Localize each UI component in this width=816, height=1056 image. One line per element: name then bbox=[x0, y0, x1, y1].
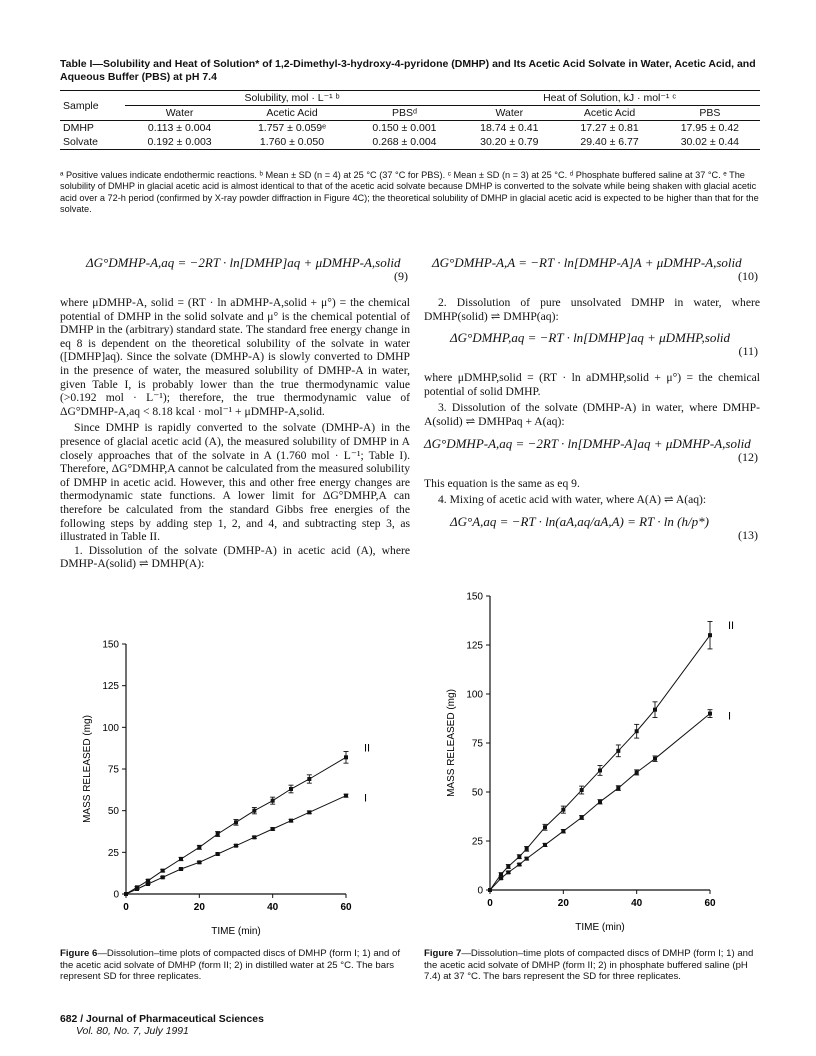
y-tick-label: 75 bbox=[471, 738, 483, 750]
paragraph: 1. Dissolution of the solvate (DMHP-A) in acetic acid (A), where DMHP-A(solid) ⇌ DMHP(A): bbox=[60, 543, 410, 571]
data-point bbox=[216, 832, 220, 836]
data-point bbox=[561, 808, 565, 812]
y-tick-label: 150 bbox=[102, 639, 119, 651]
y-axis-label: MASS RELEASED (mg) bbox=[82, 715, 93, 823]
table-cell: 17.95 ± 0.42 bbox=[680, 122, 739, 134]
series-label: II bbox=[728, 620, 735, 633]
left-column bbox=[60, 248, 410, 571]
y-tick-label: 125 bbox=[466, 640, 483, 652]
data-point bbox=[580, 815, 584, 819]
row-sample: DMHP bbox=[63, 122, 94, 134]
data-point bbox=[525, 857, 529, 861]
y-tick-label: 100 bbox=[466, 689, 483, 701]
paragraph: Since DMHP is rapidly converted to the solvate (DMHP-A) in the presence of glacial acetic acid (A), the measured solubility of DMHP in A closely approaches that of the solvate in A (1.760 mol · L⁻¹; Table I). Therefore, ΔG°DMHP,A cannot be calculated from the measured solubility of DMHP in acetic acid. However, this and other free energy changes are thermodynamic state functions. A lower limit for ΔG°DMHP,A can therefore be calculated from the standard Gibbs free energies of the following steps by adding step 1, 2, and 4, and subtracting step 3, as illustrated in Table II. bbox=[60, 421, 410, 544]
data-point bbox=[635, 770, 639, 774]
y-axis-label: MASS RELEASED (mg) bbox=[446, 689, 457, 797]
paragraph: 2. Dissolution of pure unsolvated DMHP in water, where DMHP(solid) ⇌ DMHP(aq): bbox=[424, 296, 760, 323]
data-point bbox=[561, 829, 565, 833]
data-point bbox=[543, 843, 547, 847]
row-sample: Solvate bbox=[60, 135, 125, 150]
data-point bbox=[708, 633, 712, 637]
column-header: Acetic Acid bbox=[234, 106, 349, 121]
data-point bbox=[307, 810, 311, 814]
x-tick-label: 20 bbox=[193, 902, 205, 913]
table-cell: 0.268 ± 0.004 bbox=[350, 135, 459, 150]
data-point bbox=[289, 819, 293, 823]
data-point bbox=[598, 800, 602, 804]
table-cell: 1.760 ± 0.050 bbox=[234, 135, 349, 150]
series-line bbox=[490, 635, 710, 890]
paragraph: where μDMHP,solid = (RT · ln aDMHP,solid + μ°) = the chemical potential of solid DMHP. bbox=[424, 371, 760, 398]
data-point bbox=[234, 820, 238, 824]
solubility-table bbox=[60, 90, 760, 150]
column-header: Water bbox=[125, 106, 234, 121]
data-point bbox=[499, 876, 503, 880]
table-cell: 0.192 ± 0.003 bbox=[125, 135, 234, 150]
data-point bbox=[271, 827, 275, 831]
data-point bbox=[653, 708, 657, 712]
column-header: PBSᵈ bbox=[350, 106, 459, 121]
series-label: I bbox=[364, 792, 368, 805]
caption-text: —Dissolution–time plots of compacted discs of DMHP (form I; 1) and of the acetic acid solvate of DMHP (form II; 2) in distilled water at 25 °C. The bars represent SD for three replicates. bbox=[60, 948, 401, 983]
paragraph: 3. Dissolution of the solvate (DMHP-A) in water, where DMHP-A(solid) ⇌ DMHPaq + A(aq): bbox=[424, 401, 760, 428]
page-footer bbox=[60, 1014, 264, 1038]
y-tick-label: 25 bbox=[107, 847, 119, 859]
equation-body: ΔG°DMHP-A,aq = −2RT · ln[DMHP-A]aq + μDMHP-A,solid bbox=[424, 435, 751, 451]
table-cell: 30.02 ± 0.44 bbox=[660, 135, 760, 150]
figure-label: Figure 7 bbox=[424, 948, 462, 959]
equation-number: (9) bbox=[394, 269, 408, 283]
equation-9 bbox=[60, 254, 410, 290]
x-tick-label: 20 bbox=[557, 898, 569, 909]
sample-header: Sample bbox=[60, 91, 125, 121]
equation-number: (13) bbox=[738, 527, 758, 542]
x-axis-label: TIME (min) bbox=[575, 922, 625, 933]
data-point bbox=[344, 794, 348, 798]
data-point bbox=[344, 755, 348, 759]
equation-body: ΔG°DMHP,aq = −RT · ln[DMHP]aq + μDMHP,solid bbox=[450, 330, 731, 346]
data-point bbox=[580, 788, 584, 792]
series-label: II bbox=[364, 742, 371, 755]
equation-body: ΔG°DMHP-A,A = −RT · ln[DMHP-A]A + μDMHP-A,solid bbox=[432, 255, 742, 270]
data-point bbox=[135, 887, 139, 891]
equation-13 bbox=[424, 513, 760, 549]
data-point bbox=[252, 835, 256, 839]
y-tick-label: 50 bbox=[471, 787, 483, 799]
column-header: Water bbox=[459, 106, 559, 121]
x-tick-label: 40 bbox=[267, 902, 279, 913]
data-point bbox=[616, 749, 620, 753]
journal-citation: 682 / Journal of Pharmaceutical Sciences bbox=[60, 1014, 264, 1025]
equation-11 bbox=[424, 329, 760, 365]
table-cell: 30.20 ± 0.79 bbox=[459, 135, 559, 150]
data-point bbox=[499, 872, 503, 876]
column-header: Acetic Acid bbox=[559, 106, 659, 121]
data-point bbox=[161, 875, 165, 879]
series-line bbox=[126, 757, 346, 894]
data-point bbox=[124, 892, 128, 896]
y-tick-label: 100 bbox=[102, 722, 119, 734]
data-point bbox=[488, 888, 492, 892]
figure-7-caption bbox=[424, 948, 764, 983]
x-tick-label: 60 bbox=[340, 902, 352, 913]
y-tick-label: 75 bbox=[107, 764, 119, 776]
data-point bbox=[708, 712, 712, 716]
y-tick-label: 25 bbox=[471, 836, 483, 848]
data-point bbox=[271, 799, 275, 803]
equation-number: (10) bbox=[738, 269, 758, 283]
equation-12 bbox=[424, 435, 760, 471]
caption-text: —Dissolution–time plots of compacted discs of DMHP (form I; 1) and the acetic acid solvate of DMHP (form II; 2) in phosphate buffered saline (pH 7.4) at 37 °C. The bars represent the SD for three replicates. bbox=[424, 948, 754, 983]
data-point bbox=[161, 869, 165, 873]
data-point bbox=[252, 809, 256, 813]
data-point bbox=[146, 882, 150, 886]
x-tick-label: 0 bbox=[123, 902, 129, 913]
data-point bbox=[307, 777, 311, 781]
y-tick-label: 0 bbox=[113, 889, 119, 901]
figure-6-caption bbox=[60, 948, 412, 983]
data-point bbox=[216, 852, 220, 856]
data-point bbox=[616, 786, 620, 790]
y-tick-label: 125 bbox=[102, 681, 119, 693]
x-tick-label: 40 bbox=[631, 898, 643, 909]
data-point bbox=[506, 864, 510, 868]
data-point bbox=[635, 729, 639, 733]
data-point bbox=[197, 860, 201, 864]
solubility-header: Solubility, mol · L⁻¹ ᵇ bbox=[125, 91, 459, 106]
y-tick-label: 150 bbox=[466, 591, 483, 603]
figure-7-chart bbox=[424, 580, 764, 946]
data-point bbox=[598, 768, 602, 772]
table-cell: 17.27 ± 0.81 bbox=[580, 122, 639, 134]
paragraph: 4. Mixing of acetic acid with water, where A(A) ⇌ A(aq): bbox=[438, 493, 707, 507]
table-caption: Table I—Solubility and Heat of Solution* of 1,2-Dimethyl-3-hydroxy-4-pyridone (DMHP) and Its Acetic Acid Solvate in Water, Acetic Acid, and Aqueous Buffer (PBS) at pH 7.4 bbox=[60, 58, 756, 83]
table-footnote: ᵃ Positive values indicate endothermic reactions. ᵇ Mean ± SD (n = 4) at 25 °C (37 °C for PBS). ᶜ Mean ± SD (n = 3) at 25 °C. ᵈ Phosphate buffered saline at 37 °C. ᵉ The solubility of DMHP in glacial acetic acid is almost identical to that of the acetic acid solvate because DMHP is converted to the solvate while being shaken with glacial acetic acid over a 72-h period (confirmed by X-ray powder diffraction in Figure 4C); the theoretical solubility of DMHP in glacial acetic acid is expected to be higher than that for the solvate. bbox=[60, 170, 759, 215]
data-point bbox=[179, 857, 183, 861]
figure-label: Figure 6 bbox=[60, 948, 98, 959]
heat-header: Heat of Solution, kJ · mol⁻¹ ᶜ bbox=[459, 91, 760, 106]
paragraph: where μDMHP-A, solid = (RT · ln aDMHP-A,solid + μ°) = the chemical potential of DMHP in the solid solvate and μ° is the chemical potential of DMHP in the (arbitrary) standard state. The standard free energy change in eq 8 is dependent on the theoretical solubility of the solvate in water ([DMHP]aq). Since the solvate (DMHP-A) is slowly converted to DMHP in the presence of water, the measured solubility of DMHP-A in water, given Table I, is probably lower than the true thermodynamic value (>0.192 mol · L⁻¹); therefore, the true thermodynamic value of ΔG°DMHP-A,aq < 8.18 kcal · mol⁻¹ + μDMHP-A,solid. bbox=[60, 296, 410, 418]
table-cell: 0.113 ± 0.004 bbox=[147, 122, 212, 134]
volume-info: Vol. 80, No. 7, July 1991 bbox=[76, 1026, 189, 1037]
data-point bbox=[517, 855, 521, 859]
x-tick-label: 60 bbox=[704, 898, 716, 909]
table-cell: 1.757 ± 0.059ᵉ bbox=[257, 122, 327, 134]
table-cell: 29.40 ± 6.77 bbox=[559, 135, 659, 150]
data-point bbox=[543, 825, 547, 829]
equation-number: (11) bbox=[738, 344, 758, 359]
y-tick-label: 50 bbox=[107, 806, 119, 818]
figure-6-chart bbox=[60, 628, 412, 946]
paragraph: This equation is the same as eq 9. bbox=[424, 476, 580, 490]
equation-10 bbox=[424, 254, 760, 290]
data-point bbox=[506, 870, 510, 874]
data-point bbox=[289, 787, 293, 791]
equation-number: (12) bbox=[738, 449, 758, 464]
y-tick-label: 0 bbox=[477, 885, 483, 897]
equation-body: ΔG°DMHP-A,aq = −2RT · ln[DMHP]aq + μDMHP-A,solid bbox=[86, 255, 401, 270]
data-point bbox=[197, 845, 201, 849]
x-tick-label: 0 bbox=[487, 898, 493, 909]
table-row bbox=[60, 121, 760, 136]
column-header: PBS bbox=[660, 106, 760, 121]
right-column bbox=[424, 248, 760, 555]
data-point bbox=[653, 757, 657, 761]
equation-body: ΔG°A,aq = −RT · ln(aA,aq/aA,A) = RT · ln (h/p*) bbox=[450, 513, 709, 529]
data-point bbox=[525, 847, 529, 851]
x-axis-label: TIME (min) bbox=[211, 926, 261, 937]
table-row bbox=[60, 135, 760, 150]
data-point bbox=[517, 863, 521, 867]
table-cell: 0.150 ± 0.001 bbox=[372, 122, 437, 134]
data-point bbox=[234, 844, 238, 848]
table-cell: 18.74 ± 0.41 bbox=[480, 122, 539, 134]
series-label: I bbox=[728, 710, 732, 723]
data-point bbox=[179, 867, 183, 871]
